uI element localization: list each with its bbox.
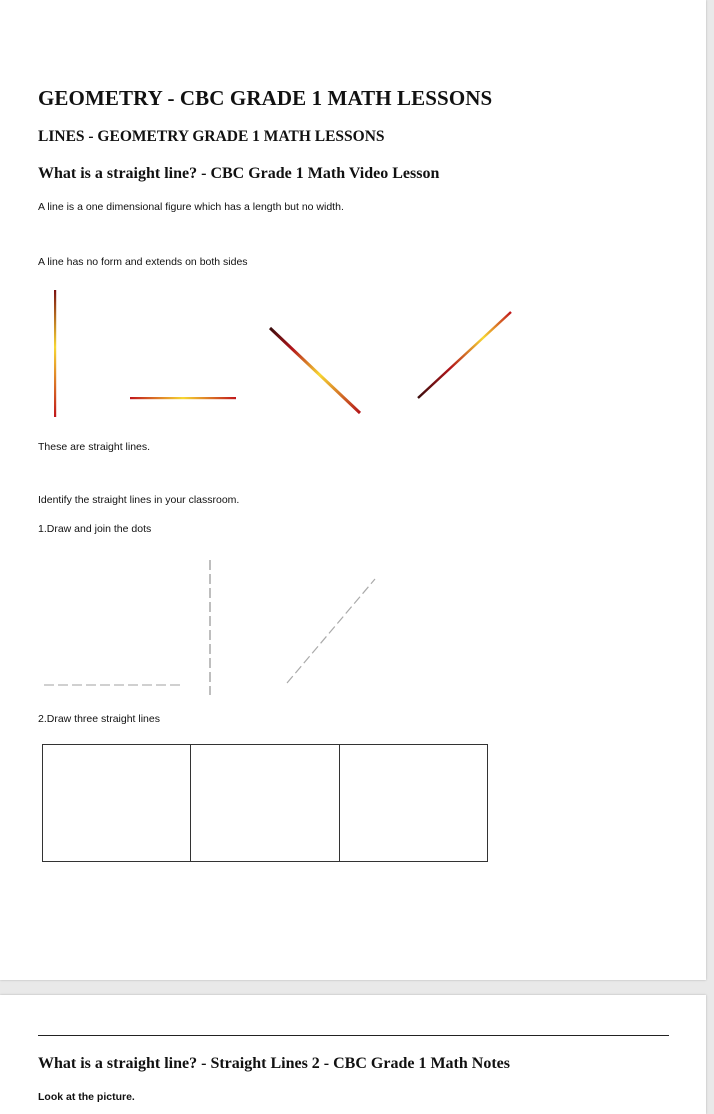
definition-text: A line is a one dimensional figure which has a length but no width.	[38, 201, 344, 213]
horizontal-rule	[38, 1035, 669, 1036]
page-title: GEOMETRY - CBC GRADE 1 MATH LESSONS	[38, 86, 493, 110]
page-2-heading: What is a straight line? - Straight Lines 2 - CBC Grade 1 Math Notes	[38, 1055, 510, 1072]
no-form-text: A line has no form and extends on both sides	[38, 256, 248, 268]
drawing-box-1	[43, 745, 191, 861]
drawing-boxes	[42, 744, 488, 862]
drawing-box-3	[340, 745, 487, 861]
caption-text: These are straight lines.	[38, 441, 151, 453]
exercise-2-label: 2.Draw three straight lines	[38, 713, 160, 725]
straight-lines-illustration	[0, 285, 706, 425]
lesson-heading: What is a straight line? - CBC Grade 1 Math Video Lesson	[38, 165, 440, 182]
join-the-dots-exercise	[0, 555, 706, 705]
exercise-1-label: 1.Draw and join the dots	[38, 523, 152, 535]
identify-text: Identify the straight lines in your classroom.	[38, 494, 240, 506]
drawing-box-2	[191, 745, 339, 861]
vertical-line	[54, 290, 56, 417]
document-page-2	[0, 995, 706, 1114]
horizontal-line	[130, 397, 236, 399]
diagonal-line-down	[270, 328, 360, 413]
diagonal-line-up	[418, 312, 511, 398]
look-at-picture-text: Look at the picture.	[38, 1091, 135, 1103]
dashed-diagonal-line	[287, 579, 375, 683]
section-title: LINES - GEOMETRY GRADE 1 MATH LESSONS	[38, 128, 385, 145]
